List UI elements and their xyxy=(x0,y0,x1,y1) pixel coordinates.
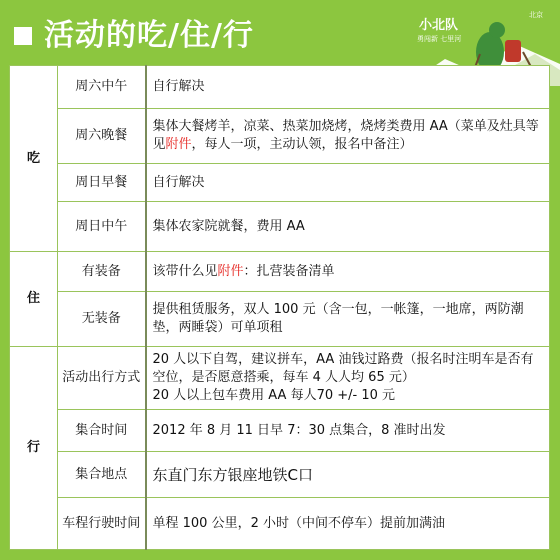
table-row xyxy=(10,410,550,452)
row-label: 周日早餐 xyxy=(58,164,146,202)
row-desc: 集体农家院就餐，费用 AA xyxy=(146,202,550,252)
row-desc: 2012 年 8 月 11 日早 7：30 点集合，8 准时出发 xyxy=(146,410,550,452)
row-desc: 自行解决 xyxy=(146,66,550,109)
table-row xyxy=(10,452,550,498)
row-label: 周日中午 xyxy=(58,202,146,252)
logo-subtext: 勇闯新 七里河 xyxy=(417,35,462,43)
row-label: 周六晚餐 xyxy=(58,109,146,164)
table-row xyxy=(10,498,550,550)
table-row xyxy=(10,66,550,109)
row-label: 集合时间 xyxy=(58,410,146,452)
attachment-link[interactable]: 附件 xyxy=(217,263,244,279)
desc-text: ：扎营装备清单 xyxy=(243,263,335,279)
category-stay: 住 xyxy=(10,252,58,347)
desc-line: 20 人以上包车费用 AA 每人70 +/- 10 元 xyxy=(152,388,396,403)
table-row xyxy=(10,347,550,410)
table-row xyxy=(10,292,550,347)
desc-text: ，每人一项，主动认领，报名中备注） xyxy=(191,137,413,152)
row-desc xyxy=(146,347,550,410)
square-bullet-icon xyxy=(14,27,32,45)
row-label: 活动出行方式 xyxy=(58,347,146,410)
table-row xyxy=(10,202,550,252)
row-label: 周六中午 xyxy=(58,66,146,109)
table-row xyxy=(10,252,550,292)
logo-corner-text: 北京 xyxy=(529,11,543,19)
category-eat: 吃 xyxy=(10,66,58,252)
desc-text: 该带什么见 xyxy=(152,263,218,279)
header xyxy=(0,0,560,62)
title-wrap xyxy=(14,18,254,54)
row-label: 集合地点 xyxy=(58,452,146,498)
row-desc: 提供租赁服务，双人 100 元（含一包，一帐篷，一地席，两防潮垫，两睡袋）可单项租 xyxy=(146,292,550,347)
table-row xyxy=(10,164,550,202)
row-desc: 东直门东方银座地铁C口 xyxy=(146,452,550,498)
page-title: 活动的吃/住/行 xyxy=(44,18,254,53)
row-label: 车程行驶时间 xyxy=(58,498,146,550)
row-label: 无装备 xyxy=(58,292,146,347)
desc-line: 20 人以下自驾，建议拼车，AA 油钱过路费（报名时注明车是否有空位，是否愿意搭乘，每车 4 人人均 65 元） xyxy=(152,352,534,385)
category-go: 行 xyxy=(10,347,58,550)
row-desc xyxy=(146,252,550,292)
row-desc xyxy=(146,109,550,164)
activity-table xyxy=(9,65,550,550)
row-label: 有装备 xyxy=(58,252,146,292)
logo-text: 小北队 xyxy=(419,18,459,33)
table-row xyxy=(10,109,550,164)
row-desc: 单程 100 公里，2 小时（中间不停车）提前加满油 xyxy=(146,498,550,550)
desc-text: 集体大餐烤羊，凉菜、热菜加烧烤，烧烤类费用 AA（菜单及灶具等见 xyxy=(152,119,539,152)
attachment-link[interactable]: 附件 xyxy=(165,137,192,152)
row-desc: 自行解决 xyxy=(146,164,550,202)
